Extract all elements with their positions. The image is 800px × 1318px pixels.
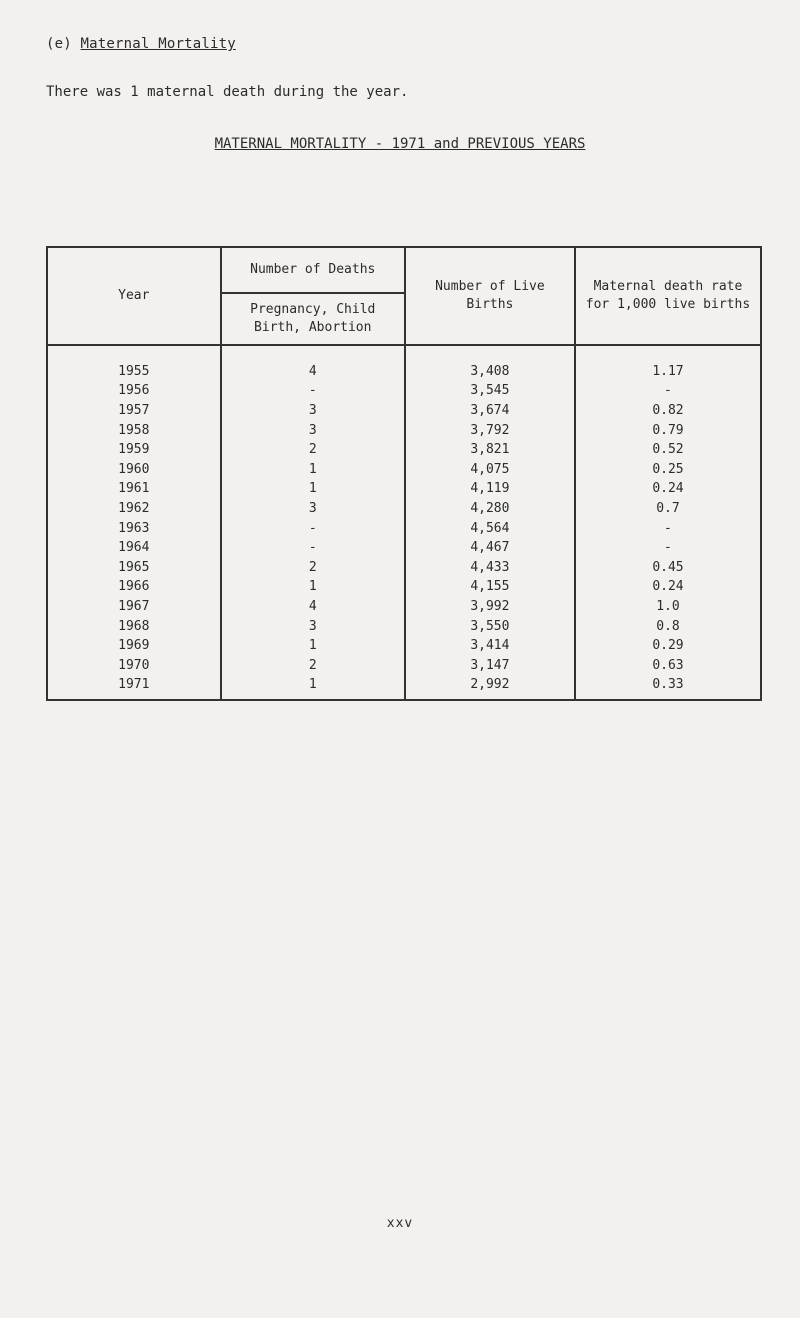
table-row	[47, 676, 761, 701]
table-row	[47, 345, 761, 382]
cell-year: 1959	[47, 440, 221, 460]
cell-live-births: 4,433	[405, 558, 575, 578]
table-row	[47, 617, 761, 637]
section-heading	[46, 36, 236, 52]
cell-year: 1964	[47, 538, 221, 558]
cell-live-births: 4,467	[405, 538, 575, 558]
cell-death-rate: 0.25	[575, 460, 761, 480]
cell-death-rate: 0.82	[575, 401, 761, 421]
cell-year: 1971	[47, 676, 221, 701]
cell-year: 1968	[47, 617, 221, 637]
cell-year: 1961	[47, 480, 221, 500]
cell-year: 1958	[47, 421, 221, 441]
table-row	[47, 440, 761, 460]
cell-deaths: 1	[221, 578, 405, 598]
cell-death-rate: 0.33	[575, 676, 761, 701]
table-row	[47, 597, 761, 617]
cell-deaths: -	[221, 382, 405, 402]
cell-live-births: 4,280	[405, 499, 575, 519]
table-header	[47, 247, 761, 345]
table-row	[47, 558, 761, 578]
table-row	[47, 480, 761, 500]
table-row	[47, 578, 761, 598]
cell-death-rate: 1.17	[575, 345, 761, 382]
table-body	[47, 345, 761, 700]
header-death-rate: Maternal death rate for 1,000 live births	[575, 247, 761, 345]
cell-live-births: 4,075	[405, 460, 575, 480]
cell-year: 1955	[47, 345, 221, 382]
table-row	[47, 401, 761, 421]
cell-deaths: 1	[221, 460, 405, 480]
cell-live-births: 3,408	[405, 345, 575, 382]
cell-live-births: 3,414	[405, 636, 575, 656]
cell-death-rate: 0.79	[575, 421, 761, 441]
cell-deaths: 1	[221, 480, 405, 500]
cell-live-births: 4,564	[405, 519, 575, 539]
cell-death-rate: 1.0	[575, 597, 761, 617]
cell-live-births: 2,992	[405, 676, 575, 701]
cell-death-rate: 0.8	[575, 617, 761, 637]
cell-deaths: 4	[221, 345, 405, 382]
mortality-table	[46, 246, 762, 701]
cell-year: 1967	[47, 597, 221, 617]
cell-death-rate: 0.52	[575, 440, 761, 460]
cell-deaths: 4	[221, 597, 405, 617]
cell-deaths: 3	[221, 401, 405, 421]
table-row	[47, 656, 761, 676]
table-row	[47, 460, 761, 480]
table-row	[47, 519, 761, 539]
header-number-of-deaths: Number of Deaths	[221, 247, 405, 293]
cell-death-rate: -	[575, 382, 761, 402]
cell-live-births: 4,119	[405, 480, 575, 500]
cell-year: 1956	[47, 382, 221, 402]
cell-deaths: 2	[221, 558, 405, 578]
cell-live-births: 3,674	[405, 401, 575, 421]
cell-live-births: 3,992	[405, 597, 575, 617]
cell-deaths: 1	[221, 636, 405, 656]
cell-year: 1970	[47, 656, 221, 676]
cell-deaths: 3	[221, 617, 405, 637]
cell-year: 1962	[47, 499, 221, 519]
mortality-table-container	[46, 246, 762, 718]
cell-deaths: 1	[221, 676, 405, 701]
cell-year: 1965	[47, 558, 221, 578]
table-row	[47, 636, 761, 656]
cell-deaths: 2	[221, 656, 405, 676]
cell-live-births: 3,792	[405, 421, 575, 441]
table-title: MATERNAL MORTALITY - 1971 and PREVIOUS YEARS	[214, 136, 586, 152]
cell-deaths: -	[221, 519, 405, 539]
header-year: Year	[47, 247, 221, 345]
header-live-births: Number of Live Births	[405, 247, 575, 345]
cell-death-rate: 0.24	[575, 480, 761, 500]
cell-death-rate: 0.7	[575, 499, 761, 519]
section-title: Maternal Mortality	[80, 36, 236, 52]
cell-year: 1969	[47, 636, 221, 656]
section-label: (e)	[46, 36, 72, 52]
header-row-top	[47, 247, 761, 293]
cell-death-rate: 0.63	[575, 656, 761, 676]
page-number: xxv	[386, 1216, 414, 1231]
table-row	[47, 499, 761, 519]
table-row	[47, 421, 761, 441]
cell-death-rate: 0.29	[575, 636, 761, 656]
cell-deaths: -	[221, 538, 405, 558]
header-pregnancy-childbirth-abortion: Pregnancy, Child Birth, Abortion	[221, 293, 405, 345]
cell-deaths: 3	[221, 499, 405, 519]
cell-death-rate: -	[575, 538, 761, 558]
cell-live-births: 3,821	[405, 440, 575, 460]
intro-text: There was 1 maternal death during the year.	[46, 84, 409, 100]
cell-deaths: 3	[221, 421, 405, 441]
cell-live-births: 3,147	[405, 656, 575, 676]
cell-live-births: 4,155	[405, 578, 575, 598]
cell-year: 1966	[47, 578, 221, 598]
table-row	[47, 382, 761, 402]
cell-death-rate: 0.24	[575, 578, 761, 598]
cell-year: 1963	[47, 519, 221, 539]
table-row	[47, 538, 761, 558]
cell-death-rate: 0.45	[575, 558, 761, 578]
cell-year: 1960	[47, 460, 221, 480]
cell-year: 1957	[47, 401, 221, 421]
cell-deaths: 2	[221, 440, 405, 460]
cell-live-births: 3,550	[405, 617, 575, 637]
cell-death-rate: -	[575, 519, 761, 539]
cell-live-births: 3,545	[405, 382, 575, 402]
